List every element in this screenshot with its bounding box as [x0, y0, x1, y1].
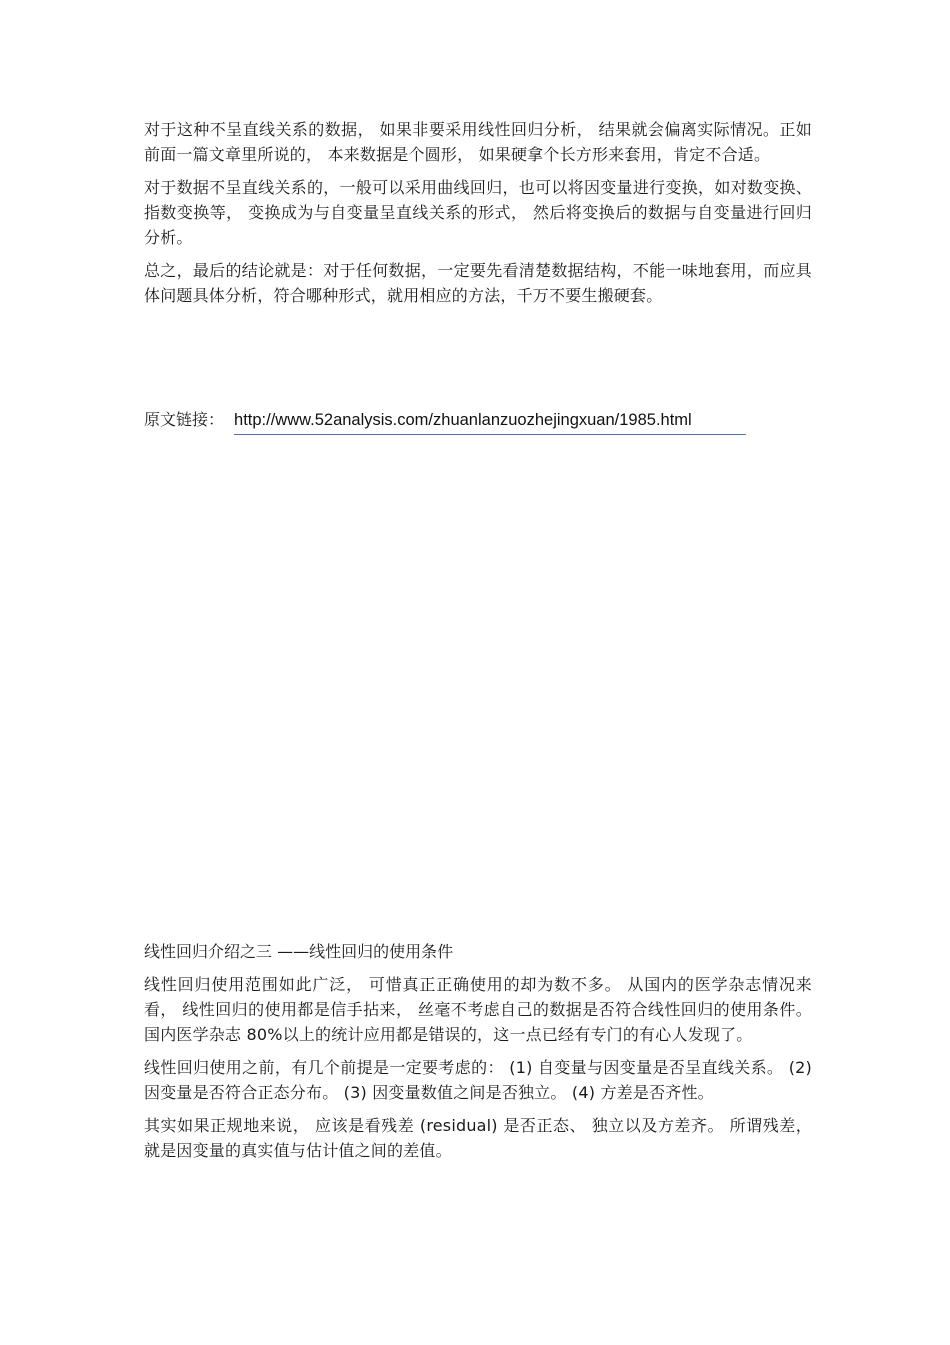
intro-paragraph-2: 对于数据不呈直线关系的，一般可以采用曲线回归，也可以将因变量进行变换，如对数变换、 指数变换等， 变换成为与自变量呈直线关系的形式， 然后将变换后的数据与自变量进行回归分析。 — [144, 178, 812, 247]
article-paragraph-3: 其实如果正规地来说， 应该是看残差 (residual) 是否正态、 独立以及方差齐。 所谓残差，就是因变量的真实值与估计值之间的差值。 — [144, 1116, 812, 1160]
intro-paragraph-3: 总之，最后的结论就是：对于任何数据，一定要先看清楚数据结构，不能一味地套用，而应具体问题具体分析，符合哪种形式，就用相应的方法，千万不要生搬硬套。 — [144, 261, 812, 305]
article-heading: 线性回归介绍之三 ——线性回归的使用条件 — [144, 942, 454, 961]
article-paragraph-2: 线性回归使用之前，有几个前提是一定要考虑的： (1) 自变量与因变量是否呈直线关系。 (2) 因变量是否符合正态分布。 (3) 因变量数值之间是否独立。 (4) 方差是否齐性。 — [144, 1058, 812, 1102]
intro-paragraph-1: 对于这种不呈直线关系的数据， 如果非要采用线性回归分析， 结果就会偏离实际情况。正如前面一篇文章里所说的， 本来数据是个圆形， 如果硬拿个长方形来套用，肯定不合适。 — [144, 120, 812, 164]
source-link[interactable]: http://www.52analysis.com/zhuanlanzuozhejingxuan/1985.html — [234, 408, 746, 435]
article-paragraph-1: 线性回归使用范围如此广泛， 可惜真正正确使用的却为数不多。 从国内的医学杂志情况来看， 线性回归的使用都是信手拈来， 丝毫不考虑自己的数据是否符合线性回归的使用条件。国内医学杂志 80%以上的统计应用都是错误的，这一点已经有专门的有心人发现了。 — [144, 975, 812, 1044]
source-link-row — [144, 407, 812, 435]
intro-section — [144, 117, 812, 316]
source-link-label: 原文链接： — [144, 410, 225, 429]
article-section — [144, 939, 812, 1171]
